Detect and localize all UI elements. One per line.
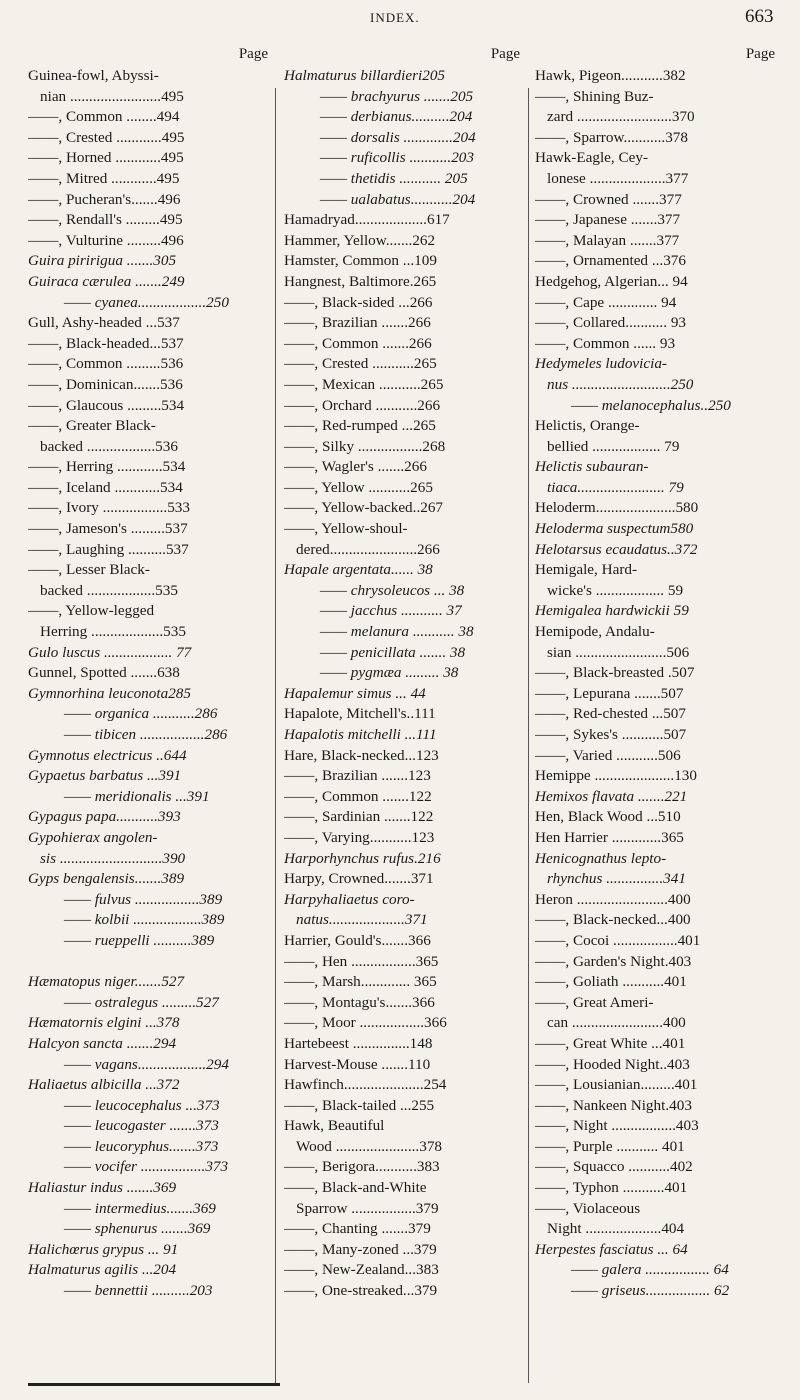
index-entry: ——, Lousianian.........401	[535, 1076, 698, 1094]
index-entry: Gypagus papa...........393	[28, 808, 181, 826]
index-entry: ——, Common .........536	[28, 355, 184, 373]
index-entry: ——, Varying...........123	[284, 828, 435, 846]
index-entry: Hawfinch.....................254	[284, 1076, 447, 1094]
index-column-3	[535, 42, 775, 1302]
index-entry: Harrier, Gould's.......366	[284, 931, 431, 949]
index-entry: wicke's .................. 59	[547, 581, 684, 599]
index-entry: Helictis subauran-	[535, 458, 649, 476]
index-entry: ——, Yellow-legged	[28, 602, 155, 620]
index-entry: bellied .................. 79	[547, 437, 680, 455]
index-entry: —— vagans..................294	[64, 1055, 229, 1073]
index-entry: ——, Sparrow...........378	[535, 128, 688, 146]
column-divider	[528, 88, 529, 1383]
index-entry: Hemipode, Andalu-	[535, 623, 655, 641]
index-entry: Hapalemur simus ... 44	[284, 684, 426, 702]
index-entry: ——, Sardinian .......122	[284, 808, 434, 826]
index-entry: ——, Great White ...401	[535, 1034, 686, 1052]
index-entry: —— melanura ........... 38	[320, 623, 474, 641]
index-entry: ——, Garden's Night.403	[535, 952, 692, 970]
index-entry: ——, Many-zoned ...379	[284, 1240, 437, 1258]
index-entry: ——, Common .......122	[284, 787, 432, 805]
index-entry: ——, Yellow-backed..267	[284, 499, 444, 517]
index-entry: dered.......................266	[296, 540, 440, 558]
index-entry: Hare, Black-necked...123	[284, 746, 439, 764]
index-entry: ——, Black-tailed ...255	[284, 1096, 435, 1114]
index-entry: ——, Jameson's .........537	[28, 520, 188, 538]
index-entry: Guiraca cærulea .......249	[28, 272, 185, 290]
index-entry: ——, Purple ........... 401	[535, 1137, 685, 1155]
index-entry: ——, New-Zealand...383	[284, 1261, 439, 1279]
index-entry: Heloderm.....................580	[535, 499, 699, 517]
index-entry: —— ualabatus...........204	[320, 190, 476, 208]
index-entry: Herring ...................535	[40, 623, 186, 641]
index-entry: ——, Marsh............. 365	[284, 973, 437, 991]
index-entry: Hemigale, Hard-	[535, 561, 638, 579]
index-entry: Heron ........................400	[535, 890, 691, 908]
index-entry: Gymnorhina leuconota285	[28, 684, 191, 702]
index-entry: ——, Horned ............495	[28, 149, 184, 167]
index-entry: rhynchus ...............341	[547, 870, 686, 888]
index-entry: ——, Yellow ...........265	[284, 478, 433, 496]
index-entry: —— griseus................. 62	[571, 1282, 730, 1300]
index-entry: natus....................371	[296, 911, 428, 929]
index-entry: ——, Common ...... 93	[535, 334, 676, 352]
index-column-2	[284, 42, 520, 1302]
index-entry: —— galera ................. 64	[571, 1261, 729, 1279]
index-entry: ——, Malayan .......377	[535, 231, 680, 249]
index-entry: ——, Hen .................365	[284, 952, 439, 970]
index-entry: Gypohierax angolen-	[28, 828, 158, 846]
index-entry: ——, Lepurana .......507	[535, 684, 684, 702]
index-entry: —— meridionalis ...391	[64, 787, 210, 805]
index-entry: can ........................400	[547, 1014, 686, 1032]
column-heading-page: Page	[238, 46, 268, 62]
index-entry: ——, Hooded Night..403	[535, 1055, 690, 1073]
index-entry: ——, Cape ............. 94	[535, 293, 677, 311]
index-entry: ——, Violaceous	[535, 1199, 641, 1217]
index-entry: Hen Harrier .............365	[535, 828, 684, 846]
index-entry: —— leucocephalus ...373	[64, 1096, 220, 1114]
index-entry: ——, Common .......266	[284, 334, 432, 352]
index-entry: —— thetidis ........... 205	[320, 169, 468, 187]
index-entry: Night ....................404	[547, 1220, 685, 1238]
index-entry: ——, Common ........494	[28, 108, 180, 126]
index-entry: —— vocifer .................373	[64, 1158, 229, 1176]
index-entry: ——, Ivory .................533	[28, 499, 190, 517]
index-entry: Gymnotus electricus ..644	[28, 746, 187, 764]
index-entry: Hawk-Eagle, Cey-	[535, 149, 649, 167]
index-entry: —— dorsalis .............204	[320, 128, 476, 146]
index-entry: ——, Black-and-White	[284, 1179, 427, 1197]
index-entry: ——, Black-breasted .507	[535, 664, 695, 682]
index-entry: Harporhynchus rufus.216	[284, 849, 441, 867]
index-entry: —— bennettii ..........203	[64, 1282, 213, 1300]
index-entry: ——, Crowned .......377	[535, 190, 682, 208]
index-entry: Guira piririgua .......305	[28, 252, 177, 270]
index-entry: Haliastur indus .......369	[28, 1179, 177, 1197]
index-entry: ——, Wagler's .......266	[284, 458, 427, 476]
index-entry: ——, Lesser Black-	[28, 561, 150, 579]
index-entry: ——, Greater Black-	[28, 417, 156, 435]
index-entry: Heloderma suspectum580	[535, 520, 694, 538]
index-entry: —— ostralegus .........527	[64, 993, 219, 1011]
index-entry: Hemigalea hardwickii 59	[535, 602, 689, 620]
index-entry: ——, Crested ...........265	[284, 355, 437, 373]
index-entry: Hawk, Beautiful	[284, 1117, 385, 1135]
index-column-1	[28, 42, 268, 1302]
index-entry: Wood ......................378	[296, 1137, 443, 1155]
index-entry: ——, Laughing ..........537	[28, 540, 189, 558]
index-entry: backed ..................536	[40, 437, 178, 455]
index-entry: —— pygmæa ......... 38	[320, 664, 459, 682]
index-entry: Hæmatornis elgini ...378	[28, 1014, 180, 1032]
index-entry: ——, Chanting .......379	[284, 1220, 431, 1238]
index-entry: —— fulvus .................389	[64, 890, 223, 908]
index-entry: Gunnel, Spotted .......638	[28, 664, 180, 682]
index-entry: ——, Rendall's .........495	[28, 211, 183, 229]
index-entry: Harpy, Crowned.......371	[284, 870, 434, 888]
index-entry: ——, Cocoi .................401	[535, 931, 701, 949]
bottom-rule	[28, 1383, 280, 1386]
index-entry: ——, Black-sided ...266	[284, 293, 433, 311]
index-entry: ——, Great Ameri-	[535, 993, 654, 1011]
index-entry: Gypaetus barbatus ...391	[28, 767, 182, 785]
index-entry: —— leucogaster .......373	[64, 1117, 219, 1135]
index-entry: Harvest-Mouse .......110	[284, 1055, 431, 1073]
index-entry: Halmaturus agilis ...204	[28, 1261, 177, 1279]
index-entry: Harpyhaliaetus coro-	[284, 890, 415, 908]
index-entry: nian ........................495	[40, 87, 184, 105]
index-entry: Hapalote, Mitchell's..111	[284, 705, 436, 723]
index-entry: —— melanocephalus..250	[571, 396, 731, 414]
index-entry: ——, Moor .................366	[284, 1014, 447, 1032]
index-entry: —— kolbii ..................389	[64, 911, 225, 929]
index-entry: Haliaetus albicilla ...372	[28, 1076, 180, 1094]
index-entry: —— rueppelli ..........389	[64, 931, 215, 949]
running-title: INDEX.	[370, 10, 420, 25]
index-entry: —— leucoryphus.......373	[64, 1137, 219, 1155]
index-entry: ——, Berigora...........383	[284, 1158, 440, 1176]
index-entry: Hamadryad...................617	[284, 211, 450, 229]
index-entry: Sparrow .................379	[296, 1199, 439, 1217]
index-entry: Guinea-fowl, Abyssi-	[28, 67, 159, 84]
index-entry: Hartebeest ...............148	[284, 1034, 433, 1052]
index-entry: ——, Black-necked...400	[535, 911, 691, 929]
index-entry: Halmaturus billardieri205	[284, 67, 446, 84]
index-entry: ——, Herring ............534	[28, 458, 186, 476]
index-entry: —— intermedius.......369	[64, 1199, 216, 1217]
index-entry: —— penicillata ....... 38	[320, 643, 466, 661]
index-entry: ——, Vulturine .........496	[28, 231, 184, 249]
index-entry: ——, Japanese .......377	[535, 211, 681, 229]
index-entry: Gull, Ashy-headed ...537	[28, 314, 180, 332]
index-entry: ——, Shining Buz-	[535, 87, 654, 105]
index-entry: lonese ....................377	[547, 169, 689, 187]
index-entry: Hæmatopus niger.......527	[28, 973, 185, 991]
index-entry: ——, Orchard ...........266	[284, 396, 441, 414]
index-entry: Henicognathus lepto-	[535, 849, 667, 867]
index-entry: Hammer, Yellow.......262	[284, 231, 436, 249]
index-entry: Helotarsus ecaudatus..372	[535, 540, 698, 558]
index-entry: sian ........................506	[547, 643, 690, 661]
column-heading-page: Page	[745, 46, 775, 62]
index-entry: ——, Ornamented ...376	[535, 252, 686, 270]
index-entry: Hangnest, Baltimore.265	[284, 272, 437, 290]
index-entry: Hapalotis mitchelli ...111	[284, 726, 437, 743]
index-entry: —— organica ...........286	[64, 705, 218, 723]
index-entry: —— tibicen .................286	[64, 726, 228, 743]
index-entry: tiaca....................... 79	[547, 478, 684, 496]
index-entry: —— brachyurus .......205	[320, 87, 474, 105]
index-entry: Helictis, Orange-	[535, 417, 640, 435]
index-entry: ——, Pucheran's.......496	[28, 190, 181, 208]
index-entry: ——, Red-rumped ...265	[284, 417, 436, 435]
index-entry: Herpestes fasciatus ... 64	[535, 1240, 688, 1258]
index-entry: ——, Mexican ...........265	[284, 375, 444, 393]
index-entry: ——, Red-chested ...507	[535, 705, 686, 723]
index-entry: ——, Varied ...........506	[535, 746, 681, 764]
index-entry: —— sphenurus .......369	[64, 1220, 211, 1238]
index-entry: ——, Yellow-shoul-	[284, 520, 408, 538]
index-entry: Gyps bengalensis.......389	[28, 870, 185, 888]
index-entry: —— jacchus ........... 37	[320, 602, 462, 620]
index-entry: ——, Crested ............495	[28, 128, 185, 146]
index-entry: Halcyon sancta .......294	[28, 1034, 177, 1052]
index-entry: ——, One-streaked...379	[284, 1282, 438, 1300]
index-entry: Hamster, Common ...109	[284, 252, 437, 270]
index-entry: Hemippe .....................130	[535, 767, 697, 785]
page-number: 663	[745, 6, 774, 27]
index-entry: ——, Typhon ...........401	[535, 1179, 688, 1197]
index-entry: ——, Squacco ...........402	[535, 1158, 693, 1176]
index-entry: Hedymeles ludovicia-	[535, 355, 667, 373]
index-entry: Hemixos flavata .......221	[535, 787, 688, 805]
index-entry: ——, Night .................403	[535, 1117, 699, 1135]
index-entry: ——, Brazilian .......123	[284, 767, 431, 785]
index-entry: —— derbianus..........204	[320, 108, 473, 126]
index-entry: ——, Sykes's ...........507	[535, 726, 687, 743]
column-divider	[275, 88, 276, 1383]
index-entry: Hawk, Pigeon...........382	[535, 67, 686, 84]
index-entry: ——, Iceland ............534	[28, 478, 183, 496]
index-entry: ——, Dominican.......536	[28, 375, 183, 393]
index-entry: Hen, Black Wood ...510	[535, 808, 681, 826]
index-entry: Hapale argentata...... 38	[284, 561, 433, 579]
index-entry: sis ...........................390	[40, 849, 186, 867]
index-entry: backed ..................535	[40, 581, 178, 599]
index-entry: Hedgehog, Algerian... 94	[535, 272, 688, 290]
index-entry: ——, Goliath ...........401	[535, 973, 687, 991]
index-entry: ——, Mitred ............495	[28, 169, 180, 187]
index-entry: —— chrysoleucos ... 38	[320, 581, 465, 599]
index-entry: —— cyanea..................250	[64, 293, 229, 311]
index-entry: ——, Nankeen Night.403	[535, 1096, 692, 1114]
page-header	[0, 0, 800, 40]
index-entry: ——, Silky .................268	[284, 437, 446, 455]
index-entry: ——, Montagu's.......366	[284, 993, 435, 1011]
index-entry: Halichœrus grypus ... 91	[28, 1240, 179, 1258]
index-entry: zard .........................370	[547, 108, 695, 126]
column-heading-page: Page	[490, 46, 520, 62]
index-entry: ——, Black-headed...537	[28, 334, 184, 352]
index-entry: ——, Brazilian .......266	[284, 314, 431, 332]
index-entry: Gulo luscus .................. 77	[28, 643, 192, 661]
index-entry: ——, Collared........... 93	[535, 314, 687, 332]
index-entry: ——, Glaucous .........534	[28, 396, 185, 414]
index-entry: —— ruficollis ...........203	[320, 149, 474, 167]
index-entry: nus ..........................250	[547, 375, 694, 393]
